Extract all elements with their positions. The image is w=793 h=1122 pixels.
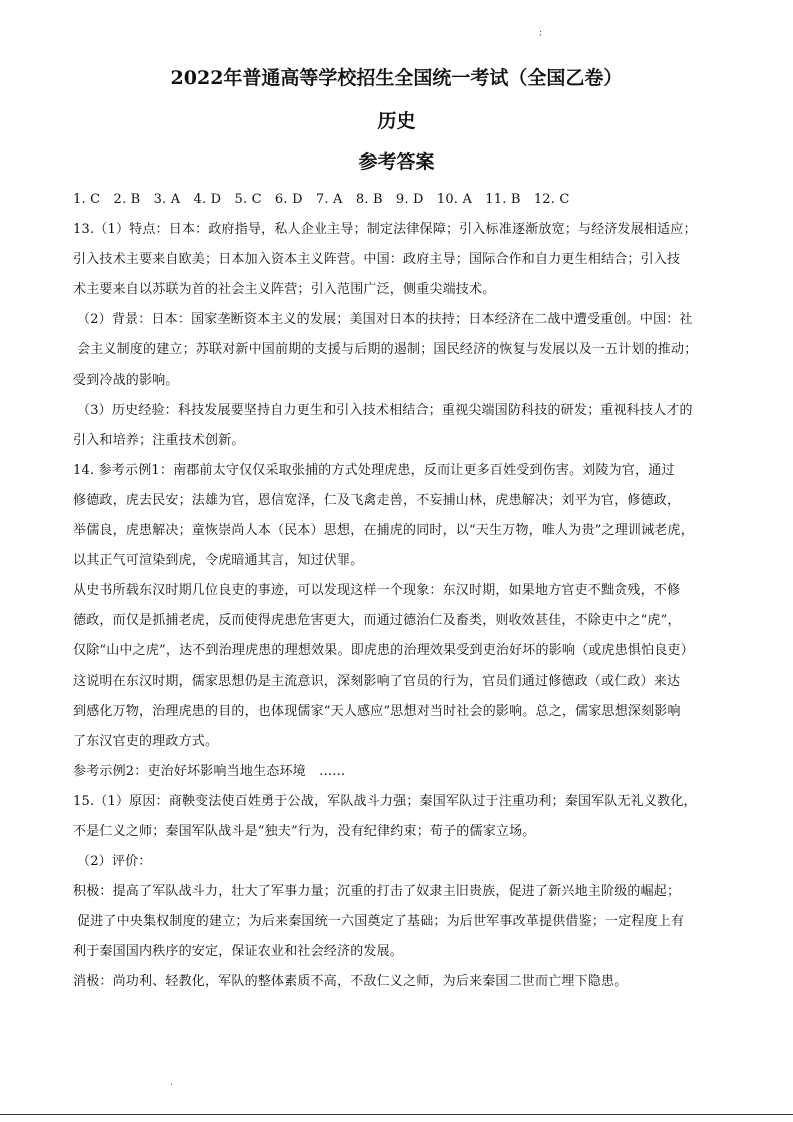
answer-line: 术主要来自以苏联为首的社会主义阵营；引入范围广泛，侧重尖端技术。 xyxy=(73,282,496,298)
subject-title: 历史 xyxy=(377,110,416,132)
top-mark: ; xyxy=(539,28,543,38)
answer-line: 了东汉官吏的理政方式。 xyxy=(73,733,219,749)
answer-line: 利于秦国国内秩序的安定，保证农业和社会经济的发展。 xyxy=(73,944,404,960)
answer-body xyxy=(73,190,733,1003)
answer-line: 从史书所载东汉时期几位良吏的事迹，可以发现这样一个现象：东汉时期，如果地方官吏不黜贪残，不修 xyxy=(73,583,681,599)
answer-line: 受到冷战的影响。 xyxy=(73,372,179,388)
answer-line: 德政，而仅是抓捕老虎，反而使得虎患危害更大，而通过德治仁及畜类，则收效甚佳，不除吏中之“虎”， xyxy=(73,613,681,629)
answer-line: 修德政，虎去民安；法雄为官，恩信宽泽，仁及飞禽走兽，不妄捕山林，虎患解决；刘平为官，修德政， xyxy=(73,492,681,508)
answer-line: 13.（1）特点：日本：政府指导，私人企业主导；制定法律保障；引入标准逐渐放宽；与经济发展相适应； xyxy=(73,222,697,238)
answer-line: （2）背景：日本：国家垄断资本主义的发展；美国对日本的扶持；日本经济在二战中遭受重创。中国：社 xyxy=(77,312,693,328)
answer-line: 仅除“山中之虎”，达不到治理虎患的理想效果。即虎患的治理效果受到吏治好坏的影响（或虎患惧怕良吏） xyxy=(73,643,694,659)
choice-answers: 1. C 2. B 3. A 4. D 5. C 6. D 7. A 8. B 9. D 10. A 11. B 12. C xyxy=(73,192,570,207)
answer-line: 到感化万物，治理虎患的目的，也体现儒家“天人感应”思想对当时社会的影响。总之，儒家思想深刻影响 xyxy=(73,703,681,719)
answer-line: 14. 参考示例1：南郡前太守仅仅采取张捕的方式处理虎患，反而让更多百姓受到伤害。刘陵为官，通过 xyxy=(73,462,675,478)
page-bottom-rule xyxy=(0,1114,793,1115)
answer-line: 以其正气可渲染到虎，令虎暗通其言，知过伏罪。 xyxy=(73,553,364,569)
exam-title: 2022年普通高等学校招生全国统一考试（全国乙卷） xyxy=(170,67,623,89)
answer-line: 这说明在东汉时期，儒家思想仍是主流意识，深刻影响了官员的行为，官员们通过修德政（或仁政）来达 xyxy=(73,673,681,689)
answer-line: 引入技术主要来自欧美；日本加入资本主义阵营。中国：政府主导；国际合作和自力更生相结合；引入技 xyxy=(73,252,681,268)
answer-line: 促进了中央集权制度的建立；为后来秦国统一六国奠定了基础；为后世军事改革提供借鉴；一定程度上有 xyxy=(77,914,685,930)
answer-key-title: 参考答案 xyxy=(358,151,435,173)
answer-line: 积极：提高了军队战斗力，壮大了军事力量；沉重的打击了奴隶主旧贵族，促进了新兴地主阶级的崛起； xyxy=(73,884,681,900)
bottom-mark: . xyxy=(170,1078,173,1088)
answer-line: 不是仁义之师；秦国军队战斗是“独夫”行为，没有纪律约束；荀子的儒家立场。 xyxy=(73,823,536,839)
answer-line: 举儒良，虎患解决；童恢崇尚人本（民本）思想，在捕虎的同时，以“天生万物，唯人为贵”之理训诫老虎， xyxy=(73,523,694,539)
answer-line: （3）历史经验：科技发展要坚持自力更生和引入技术相结合；重视尖端国防科技的研发；重视科技人才的 xyxy=(77,402,693,418)
answer-line: 参考示例2：吏治好坏影响当地生态环境 …… xyxy=(73,763,346,779)
answer-line: 消极：尚功利、轻教化，军队的整体素质不高，不敌仁义之师，为后来秦国二世而亡埋下隐患。 xyxy=(73,974,628,990)
answer-line: （2）评价： xyxy=(77,854,152,870)
answer-line: 会主义制度的建立；苏联对新中国前期的支援与后期的遏制；国民经济的恢复与发展以及一五计划的推动； xyxy=(77,342,698,358)
answer-line: 引入和培养；注重技术创新。 xyxy=(73,432,245,448)
answer-line: 15.（1）原因：商鞅变法使百姓勇于公战，军队战斗力强；秦国军队过于注重功利；秦国军队无礼义教化， xyxy=(73,793,697,809)
